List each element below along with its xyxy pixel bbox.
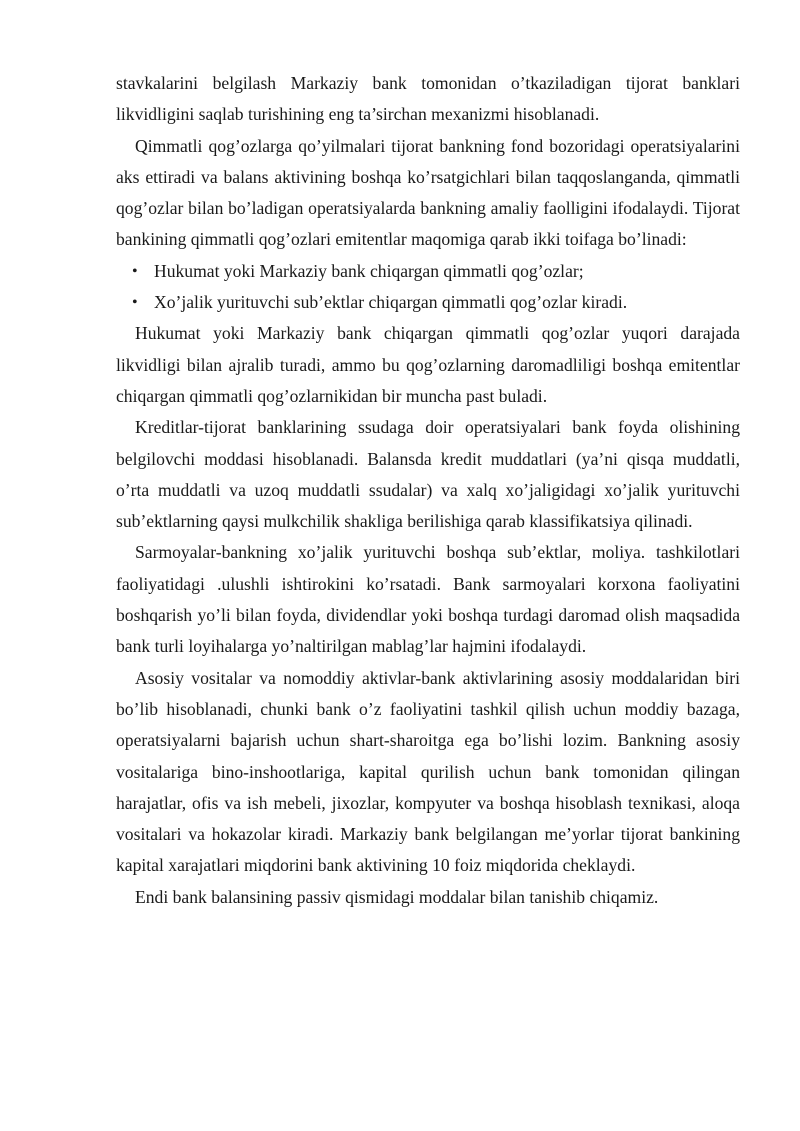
bullet-list [116,256,740,319]
paragraph-credits: Kreditlar-tijorat banklarining ssudaga doir operatsiyalari bank foyda olishining belgilovchi moddasi hisoblanadi. Balansda kredit muddatlari (ya’ni qisqa muddatli, o’rta muddatli va uzoq muddatli ssudalar) va xalq xo’jaligidagi xo’jalik yurituvchi sub’ektlarning qaysi mulkchilik shakliga berilishiga qarab klassifikatsiya qilinadi. [116,417,740,532]
bullet-item [116,256,740,287]
bullet-icon: • [132,294,138,312]
document-page [116,68,740,913]
paragraph-closing: Endi bank balansining passiv qismidagi moddalar bilan tanishib chiqamiz. [135,886,659,907]
paragraph-fixed-assets: Asosiy vositalar va nomoddiy aktivlar-bank aktivlarining asosiy moddalaridan biri bo’lib hisoblanadi, chunki bank o’z faoliyatini tashkil qilish uchun moddiy bazaga, operatsiyalarni bajarish uchun shart-sharoitga ega bo’lishi lozim. Bankning asosiy vositalariga bino-inshootlariga, kapital qurilish uchun bank tomonidan qilingan harajatlar, ofis va ish mebeli, jixozlar, kompyuter va boshqa hisoblash texnikasi, aloqa vositalari va hokazolar kiradi. Markaziy bank belgilangan me’yorlar tijorat bankining kapital xarajatlari miqdorini bank aktivining 10 foiz miqdorida cheklaydi. [116,667,740,876]
paragraph-securities: Qimmatli qog’ozlarga qo’yilmalari tijorat bankning fond bozoridagi operatsiyalarini aks ettiradi va balans aktivining boshqa ko’rsatgichlari bilan taqqoslanganda, qimmatli qog’ozlar bilan bo’ladigan operatsiyalarda bankning amaliy faolligini ifodalaydi. Tijorat bankining qimmatli qog’ozlari emitentlar maqomiga qarab ikki toifaga bo’linadi: [116,135,740,250]
bullet-item [116,287,740,318]
paragraph-investments: Sarmoyalar-bankning xo’jalik yurituvchi boshqa sub’ektlar, moliya. tashkilotlari faoliyatidagi .ulushli ishtirokini ko’rsatadi. Bank sarmoyalari korxona faoliyatini boshqarish yo’li bilan foyda, dividendlar yoki boshqa turdagi daromad olish maqsadida bank turli loyihalarga yo’naltirilgan mablag’lar hajmini ifodalaydi. [116,542,740,657]
bullet-icon: • [132,262,138,280]
paragraph-government-securities: Hukumat yoki Markaziy bank chiqargan qimmatli qog’ozlar yuqori darajada likvidligi bilan ajralib turadi, ammo bu qog’ozlarning daromadliligi boshqa emitentlar chiqargan qimmatli qog’ozlarnikidan bir muncha past buladi. [116,323,740,406]
bullet-text: Xo’jalik yurituvchi sub’ektlar chiqargan qimmatli qog’ozlar kiradi. [154,292,628,313]
bullet-text: Hukumat yoki Markaziy bank chiqargan qimmatli qog’ozlar; [154,260,584,281]
paragraph-continuation: stavkalarini belgilash Markaziy bank tomonidan o’tkaziladigan tijorat banklari likvidligini saqlab turishining eng ta’sirchan mexanizmi hisoblanadi. [116,73,740,125]
